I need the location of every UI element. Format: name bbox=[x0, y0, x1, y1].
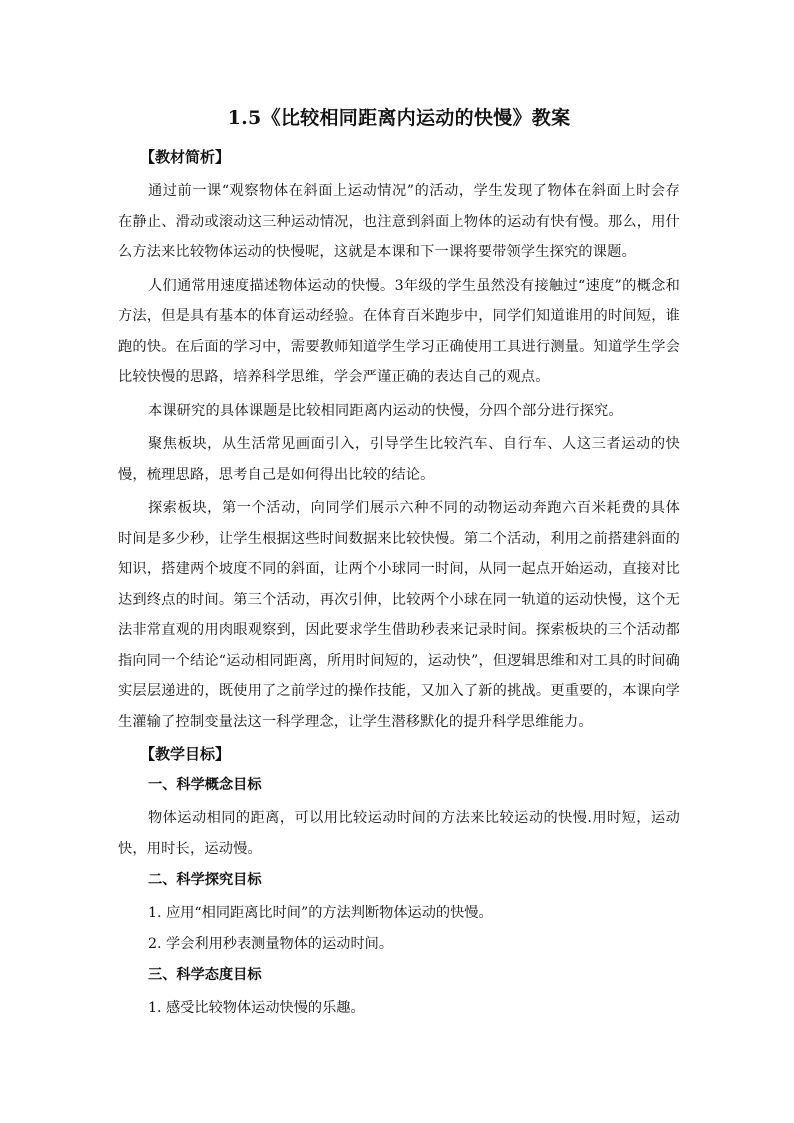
document-content bbox=[118, 104, 680, 1024]
section-heading-teaching-objectives: 【教学目标】 bbox=[140, 745, 231, 763]
paragraph: 通过前一课“观察物体在斜面上运动情况”的活动，学生发现了物体在斜面上时会存在静止、滑动或滚动这三种运动情况，也注意到斜面上物体的运动有快有慢。那么，用什么方法来比较物体运动的快慢呢，这就是本课和下一课将要带领学生探究的课题。 bbox=[118, 183, 680, 260]
list-item: 2. 学会利用秒表测量物体的运动时间。 bbox=[148, 935, 394, 952]
list-item: 1. 应用“相同距离比时间”的方法判断物体运动的快慢。 bbox=[148, 905, 493, 921]
section-heading-textbook-analysis: 【教材简析】 bbox=[140, 148, 231, 166]
paragraph: 本课研究的具体课题是比较相同距离内运动的快慢，分四个部分进行探究。 bbox=[148, 402, 623, 419]
paragraph: 探索板块，第一个活动，向同学们展示六种不同的动物运动奔跑六百米耗费的具体时间是多少秒，让学生根据这些时间数据来比较快慢。第二个活动，利用之前搭建斜面的知识，搭建两个坡度不同的斜面，让两个小球同一时间，从同一起点开始运动，直接对比达到终点的时间。第三个活动，再次引伸，比较两个小球在同一轨道的运动快慢，这个无法非常直观的用肉眼观察到，因此要求学生借助秒表来记录时间。探索板块的三个活动都指向同一个结论“运动相同距离，所用时间短的，运动快”，但逻辑思维和对工具的时间确实层层递进的，既使用了之前学过的操作技能，又加入了新的挑战。更重要的，本课向学生灌输了控制变量法这一科学理念，让学生潜移默化的提升科学思维能力。 bbox=[118, 500, 680, 730]
list-item: 1. 感受比较物体运动快慢的乐趣。 bbox=[148, 1000, 365, 1016]
subheading-attitude-objective: 三、科学态度目标 bbox=[148, 967, 262, 983]
paragraph: 物体运动相同的距离，可以用比较运动时间的方法来比较运动的快慢.用时短，运动快，用时长，运动慢。 bbox=[118, 810, 680, 857]
subheading-inquiry-objective: 二、科学探究目标 bbox=[148, 872, 262, 888]
paragraph: 聚焦板块，从生活常见画面引入，引导学生比较汽车、自行车、人这三者运动的快慢，梳理思路，思考自己是如何得出比较的结论。 bbox=[118, 436, 680, 483]
document-title: 1.5《比较相同距离内运动的快慢》教案 bbox=[227, 107, 571, 129]
paragraph: 人们通常用速度描述物体运动的快慢。3年级的学生虽然没有接触过“速度”的概念和方法，但是具有基本的体育运动经验。在体育百米跑步中，同学们知道谁用的时间短，谁跑的快。在后面的学习中，需要教师知道学生学习正确使用工具进行测量。知道学生学会比较快慢的思路，培养科学思维，学会严谨正确的表达自己的观点。 bbox=[118, 277, 680, 385]
subheading-concept-objective: 一、科学概念目标 bbox=[148, 777, 262, 793]
